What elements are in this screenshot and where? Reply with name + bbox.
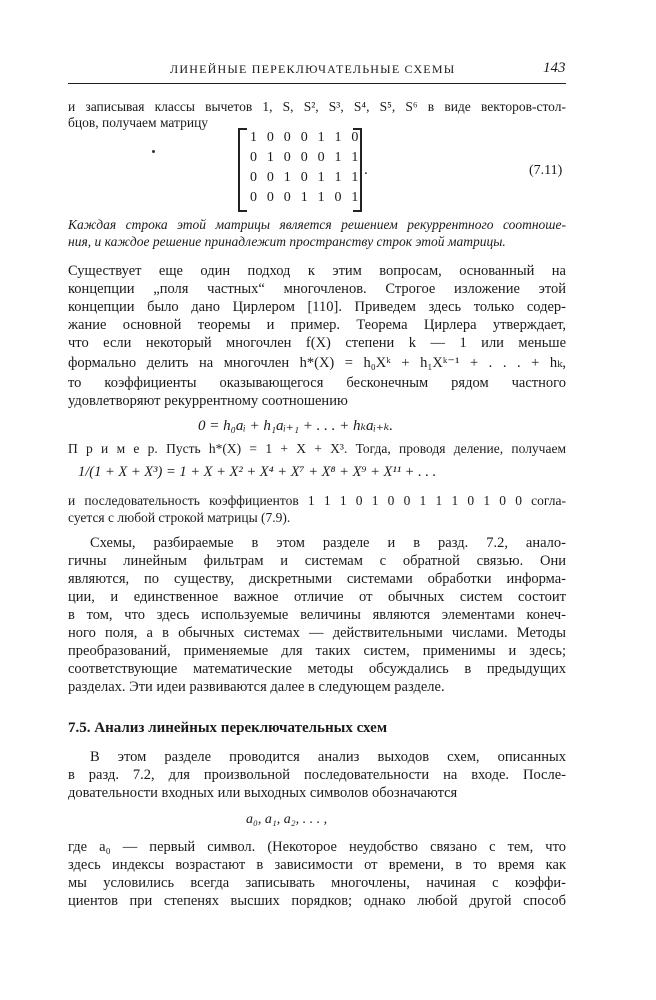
paragraph3-tail-line: мы условились всегда записывать многочлены, начиная с коэффи- [68,875,566,891]
paragraph2-line: разделах. Эти идеи развиваются далее в следующем разделе. [68,679,445,695]
paragraph2-line: в том, что здесь используемые величины являются элементами конеч- [68,607,566,623]
running-header: ЛИНЕЙНЫЕ ПЕРЕКЛЮЧАТЕЛЬНЫЕ СХЕМЫ [170,62,456,76]
paragraph1-line: жание основной теоремы и пример. Теорема Цирлера утверждает, [68,317,566,333]
paragraph3-line: В этом разделе проводится анализ выходов схем, описанных [90,749,566,765]
section-heading: 7.5. Анализ линейных переключательных схем [68,720,388,736]
paragraph3-line: довательности входных или выходных символов обозначаются [68,785,458,801]
paragraph1-line: концепции было дано Цирлером [110]. Приведем здесь только содер- [68,299,566,315]
example-after-line-2: суется с любой строкой матрицы (7.9). [68,510,291,525]
paragraph3-tail-line: здесь индексы возрастают в зависимости от времени, в то время как [68,857,566,873]
matrix-row: 0 0 0 1 1 0 1 [250,190,362,205]
matrix [238,128,362,212]
paragraph1-line: удовлетворяют рекуррентному соотношению [68,393,348,409]
matrix-row: 0 0 1 0 1 1 1 [250,170,362,185]
paragraph2-line: Схемы, разбираемые в этом разделе и в разд. 7.2, анало- [90,535,566,551]
example-after-line-1: и последовательность коэффициентов 1 1 1 0 1 0 0 1 1 1 0 1 0 0 согла- [68,493,566,508]
speck [152,150,155,153]
paragraph2-line: соответствующие математические методы обсуждались в предыдущих [68,661,566,677]
intro-line-2: бцов, получаем матрицу [68,115,209,130]
paragraph1-line: формально делить на многочлен h*(X) = h₀Xᵏ + h₁Xᵏ⁻¹ + . . . + hₖ, [68,355,566,371]
equation-number: (7.11) [529,163,563,178]
paragraph1-line: концепции „поля частных“ многочленов. Строгое изложение этой [68,281,566,297]
page-number: 143 [543,60,566,76]
paragraph3-tail-line: циентов при степенях высших порядков; однако любой другой способ [68,893,566,909]
sequence-formula: a₀, a₁, a₂, . . . , [246,812,328,827]
paragraph2-line: гичны линейным фильтрам и системам с обратной связью. Они [68,553,566,569]
paragraph1-line: Существует еще один подход к этим вопросам, основанный на [68,263,566,279]
paragraph2-line: являются, по существу, дискретными системами обработки информа- [68,571,566,587]
paragraph2-line: ного поля, а в обычных системах — действительными числами. Методы [68,625,566,641]
italic-note-line-1: Каждая строка этой матрицы является решением рекуррентного соотноше- [68,217,566,232]
recurrence-formula: 0 = h₀aᵢ + h₁aᵢ₊₁ + . . . + hₖaᵢ₊ₖ. [198,418,394,434]
example-line: П р и м е р. Пусть h*(X) = 1 + X + X³. Тогда, проводя деление, получаем [68,441,566,456]
matrix-period: . [364,162,368,178]
intro-line-1: и записывая классы вычетов 1, S, S², S³, S⁴, S⁵, S⁶ в виде векторов-стол- [68,99,566,114]
matrix-row: 1 0 0 0 1 1 0 [250,130,362,145]
header-rule [68,83,566,84]
matrix-row: 0 1 0 0 0 1 1 [250,150,362,165]
paragraph3-tail-line: где a₀ — первый символ. (Некоторое неудобство связано с тем, что [68,839,566,855]
paragraph2-line: ции, и единственное важное отличие от обычных систем состоит [68,589,566,605]
italic-note-line-2: ния, и каждое решение принадлежит пространству строк этой матрицы. [68,234,506,249]
paragraph3-line: в разд. 7.2, для произвольной последовательности на входе. После- [68,767,566,783]
paragraph2-line: преобразований, применяемые для таких систем, применимы и здесь; [68,643,566,659]
series-formula: 1/(1 + X + X³) = 1 + X + X² + X⁴ + X⁷ + X⁸ + X⁹ + X¹¹ + . . . [78,464,437,480]
paragraph1-line: что если некоторый многочлен f(X) степени k — 1 или меньше [68,335,566,351]
paragraph1-line: то коэффициенты оказывающегося бесконечным рядом частного [68,375,566,391]
